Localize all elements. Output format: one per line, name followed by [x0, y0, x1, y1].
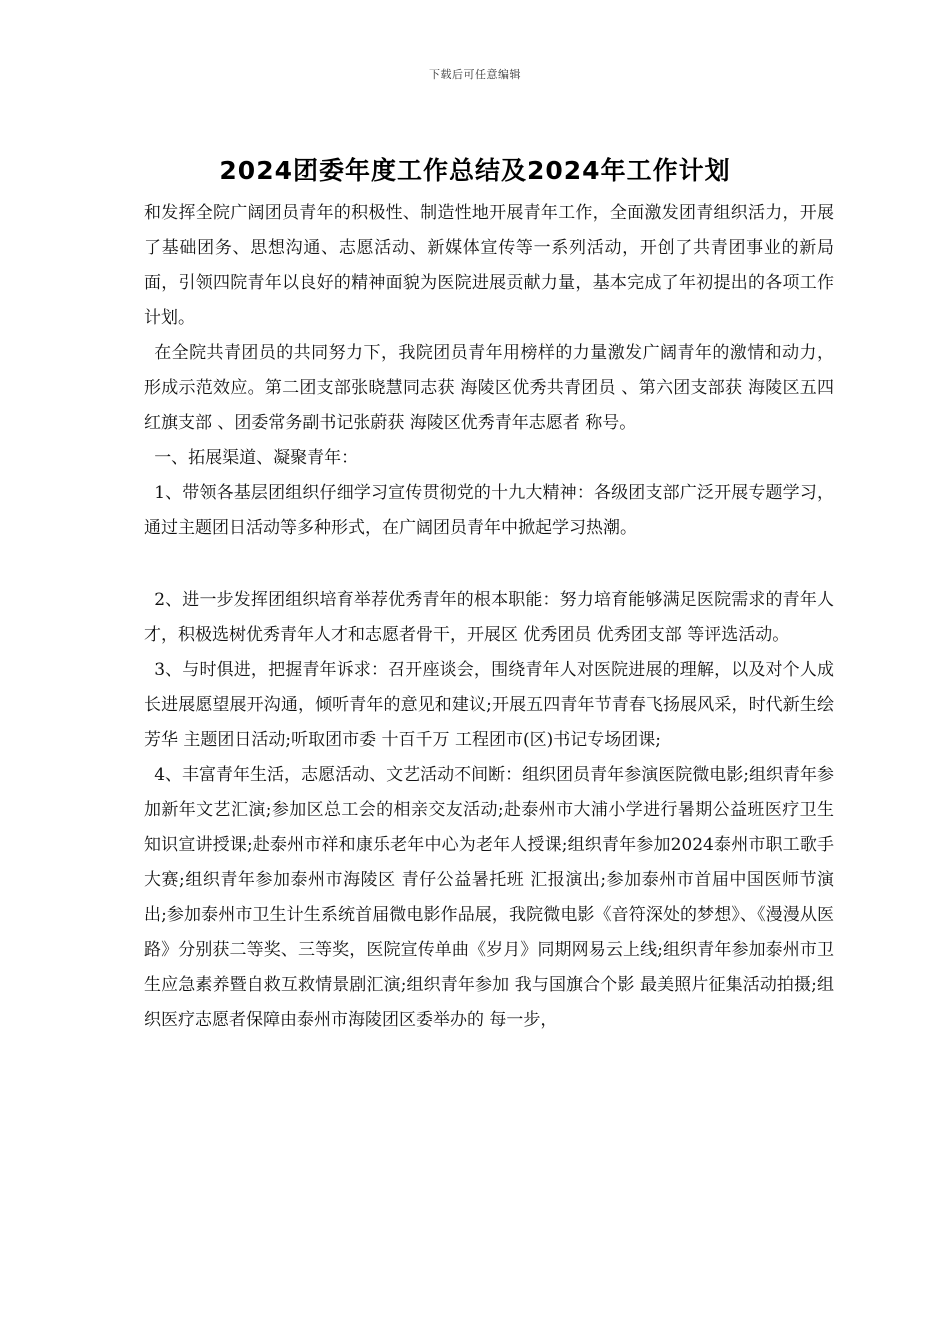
blank-line — [144, 546, 834, 583]
paragraph-item-3: 3、与时俱进，把握青年诉求：召开座谈会，围绕青年人对医院进展的理解，以及对个人成长进展愿望展开沟通，倾听青年的意见和建议;开展五四青年节青春飞扬展风采，时代新生绘芳华 主题团日活动;听取团市委 十百千万 工程团市(区)书记专场团课; — [144, 660, 834, 750]
document-body — [144, 196, 834, 1038]
section-heading-1: 一、拓展渠道、凝聚青年： — [154, 448, 359, 468]
paragraph-honors: 在全院共青团员的共同努力下，我院团员青年用榜样的力量激发广阔青年的激情和动力，形成示范效应。第二团支部张晓慧同志获 海陵区优秀共青团员 、第六团支部获 海陵区五四红旗支部 、团委常务副书记张蔚获 海陵区优秀青年志愿者 称号。 — [144, 343, 834, 433]
paragraph-item-1: 1、带领各基层团组织仔细学习宣传贯彻党的十九大精神：各级团支部广泛开展专题学习，通过主题团日活动等多种形式，在广阔团员青年中掀起学习热潮。 — [144, 483, 834, 538]
document-title: 2024团委年度工作总结及2024年工作计划 — [219, 156, 731, 185]
header-note: 下载后可任意编辑 — [429, 68, 521, 81]
paragraph-item-4: 4、丰富青年生活，志愿活动、文艺活动不间断：组织团员青年参演医院微电影;组织青年参加新年文艺汇演;参加区总工会的相亲交友活动;赴泰州市大浦小学进行暑期公益班医疗卫生知识宣讲授课;赴泰州市祥和康乐老年中心为老年人授课;组织青年参加2024泰州市职工歌手大赛;组织青年参加泰州市海陵区 青仔公益暑托班 汇报演出;参加泰州市首届中国医师节演出;参加泰州市卫生计生系统首届微电影作品展，我院微电影《音符深处的梦想》、《漫漫从医路》分别获二等奖、三等奖，医院宣传单曲《岁月》同期网易云上线;组织青年参加泰州市卫生应急素养暨自救互救情景剧汇演;组织青年参加 我与国旗合个影 最美照片征集活动拍摄;组织医疗志愿者保障由泰州市海陵团区委举办的 每一步， — [144, 765, 834, 1030]
paragraph-item-2: 2、进一步发挥团组织培育举荐优秀青年的根本职能：努力培育能够满足医院需求的青年人才，积极选树优秀青年人才和志愿者骨干，开展区 优秀团员 优秀团支部 等评选活动。 — [144, 590, 834, 645]
paragraph-intro: 和发挥全院广阔团员青年的积极性、制造性地开展青年工作，全面激发团青组织活力，开展了基础团务、思想沟通、志愿活动、新媒体宣传等一系列活动，开创了共青团事业的新局面，引领四院青年以良好的精神面貌为医院进展贡献力量，基本完成了年初提出的各项工作计划。 — [144, 203, 834, 328]
